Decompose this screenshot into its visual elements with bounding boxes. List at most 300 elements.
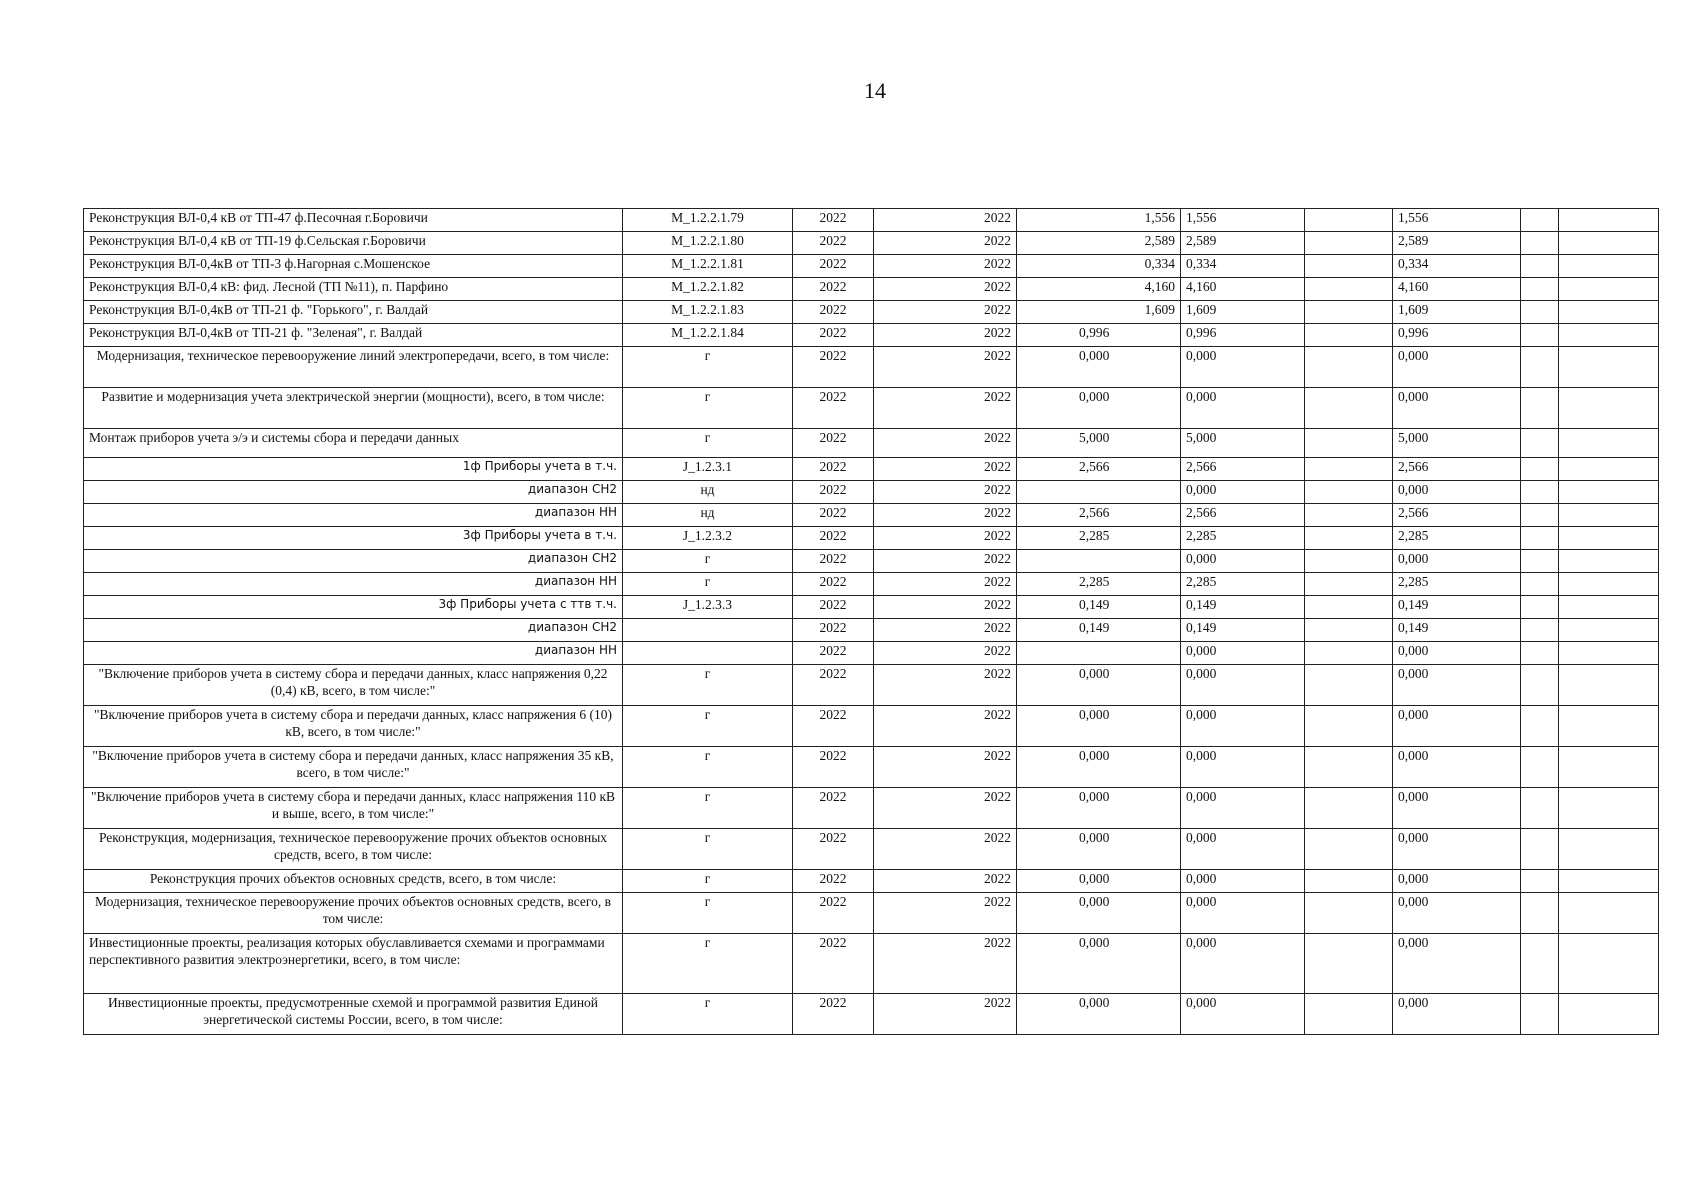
cell-v6 — [1559, 209, 1659, 232]
cell-v6 — [1559, 324, 1659, 347]
cell-name: Реконструкция ВЛ-0,4 кВ: фид. Лесной (ТП №11), п. Парфино — [84, 278, 623, 301]
cell-name: диапазон НН — [84, 504, 623, 527]
cell-y1: 2022 — [793, 550, 874, 573]
cell-name: диапазон СН2 — [84, 481, 623, 504]
cell-v5 — [1521, 324, 1559, 347]
cell-y1: 2022 — [793, 209, 874, 232]
cell-v6 — [1559, 347, 1659, 388]
cell-v6 — [1559, 255, 1659, 278]
cell-v6 — [1559, 619, 1659, 642]
table-row — [84, 619, 1659, 642]
cell-v4: 2,566 — [1393, 504, 1521, 527]
cell-v5 — [1521, 934, 1559, 994]
cell-y1: 2022 — [793, 324, 874, 347]
cell-v4: 0,000 — [1393, 934, 1521, 994]
cell-y2: 2022 — [874, 829, 1017, 870]
cell-code: г — [623, 429, 793, 458]
cell-name: 3ф Приборы учета с ттв т.ч. — [84, 596, 623, 619]
cell-v5 — [1521, 788, 1559, 829]
cell-v6 — [1559, 642, 1659, 665]
cell-v2: 0,000 — [1181, 665, 1305, 706]
cell-v1 — [1017, 481, 1181, 504]
cell-v3 — [1305, 278, 1393, 301]
cell-y1: 2022 — [793, 706, 874, 747]
table-row — [84, 301, 1659, 324]
cell-y1: 2022 — [793, 347, 874, 388]
cell-name: диапазон НН — [84, 642, 623, 665]
cell-v5 — [1521, 994, 1559, 1035]
cell-v2: 0,000 — [1181, 934, 1305, 994]
cell-y2: 2022 — [874, 665, 1017, 706]
cell-v2: 0,000 — [1181, 481, 1305, 504]
cell-y2: 2022 — [874, 596, 1017, 619]
cell-code: г — [623, 573, 793, 596]
cell-v5 — [1521, 893, 1559, 934]
cell-v1: 0,334 — [1017, 255, 1181, 278]
cell-v1: 0,996 — [1017, 324, 1181, 347]
cell-code — [623, 642, 793, 665]
cell-v4: 1,556 — [1393, 209, 1521, 232]
cell-v3 — [1305, 255, 1393, 278]
cell-v4: 0,000 — [1393, 893, 1521, 934]
cell-code: J_1.2.3.2 — [623, 527, 793, 550]
cell-y1: 2022 — [793, 527, 874, 550]
cell-y1: 2022 — [793, 301, 874, 324]
table-row — [84, 527, 1659, 550]
cell-v5 — [1521, 458, 1559, 481]
cell-y1: 2022 — [793, 870, 874, 893]
cell-v3 — [1305, 829, 1393, 870]
cell-v3 — [1305, 209, 1393, 232]
cell-y2: 2022 — [874, 619, 1017, 642]
cell-v1: 0,000 — [1017, 388, 1181, 429]
cell-v1: 0,000 — [1017, 788, 1181, 829]
cell-v1: 0,000 — [1017, 747, 1181, 788]
cell-v5 — [1521, 209, 1559, 232]
cell-v4: 0,996 — [1393, 324, 1521, 347]
cell-v5 — [1521, 550, 1559, 573]
cell-v4: 2,589 — [1393, 232, 1521, 255]
cell-v5 — [1521, 619, 1559, 642]
cell-v2: 2,589 — [1181, 232, 1305, 255]
cell-v5 — [1521, 527, 1559, 550]
cell-v4: 0,149 — [1393, 596, 1521, 619]
table-row — [84, 458, 1659, 481]
cell-v4: 5,000 — [1393, 429, 1521, 458]
cell-code: г — [623, 994, 793, 1035]
cell-v1: 2,589 — [1017, 232, 1181, 255]
cell-v1 — [1017, 550, 1181, 573]
cell-code: M_1.2.2.1.79 — [623, 209, 793, 232]
cell-v2: 0,000 — [1181, 388, 1305, 429]
cell-v2: 2,285 — [1181, 527, 1305, 550]
cell-y2: 2022 — [874, 788, 1017, 829]
cell-y1: 2022 — [793, 829, 874, 870]
cell-v6 — [1559, 665, 1659, 706]
cell-v5 — [1521, 301, 1559, 324]
cell-name: Развитие и модернизация учета электрической энергии (мощности), всего, в том числе: — [84, 388, 623, 429]
cell-v6 — [1559, 573, 1659, 596]
cell-v3 — [1305, 788, 1393, 829]
cell-code: г — [623, 706, 793, 747]
cell-y2: 2022 — [874, 232, 1017, 255]
cell-name: Инвестиционные проекты, реализация которых обуславливается схемами и программами перспективного развития электроэнергетики, всего, в том числе: — [84, 934, 623, 994]
cell-v6 — [1559, 527, 1659, 550]
cell-v5 — [1521, 573, 1559, 596]
cell-name: Реконструкция, модернизация, техническое перевооружение прочих объектов основных средств, всего, в том числе: — [84, 829, 623, 870]
cell-code: M_1.2.2.1.84 — [623, 324, 793, 347]
cell-y1: 2022 — [793, 619, 874, 642]
table-row — [84, 550, 1659, 573]
cell-v2: 0,000 — [1181, 788, 1305, 829]
cell-v4: 4,160 — [1393, 278, 1521, 301]
cell-v4: 0,000 — [1393, 550, 1521, 573]
cell-v5 — [1521, 829, 1559, 870]
cell-y1: 2022 — [793, 504, 874, 527]
cell-v6 — [1559, 504, 1659, 527]
table-row — [84, 232, 1659, 255]
cell-v5 — [1521, 481, 1559, 504]
cell-v6 — [1559, 870, 1659, 893]
cell-y2: 2022 — [874, 255, 1017, 278]
cell-v1 — [1017, 642, 1181, 665]
cell-y2: 2022 — [874, 706, 1017, 747]
cell-y2: 2022 — [874, 278, 1017, 301]
cell-v1: 4,160 — [1017, 278, 1181, 301]
cell-v2: 2,285 — [1181, 573, 1305, 596]
cell-v3 — [1305, 893, 1393, 934]
table-row — [84, 504, 1659, 527]
table-row — [84, 278, 1659, 301]
cell-v1: 0,000 — [1017, 829, 1181, 870]
cell-v2: 2,566 — [1181, 458, 1305, 481]
cell-v1: 0,000 — [1017, 347, 1181, 388]
cell-y1: 2022 — [793, 429, 874, 458]
cell-y1: 2022 — [793, 642, 874, 665]
cell-y2: 2022 — [874, 527, 1017, 550]
table-body — [84, 209, 1659, 1035]
cell-v3 — [1305, 481, 1393, 504]
cell-v1: 2,285 — [1017, 573, 1181, 596]
cell-v1: 0,149 — [1017, 619, 1181, 642]
cell-v2: 0,149 — [1181, 619, 1305, 642]
cell-y1: 2022 — [793, 481, 874, 504]
cell-v3 — [1305, 573, 1393, 596]
cell-y2: 2022 — [874, 388, 1017, 429]
cell-v4: 0,000 — [1393, 347, 1521, 388]
cell-name: 3ф Приборы учета в т.ч. — [84, 527, 623, 550]
cell-v6 — [1559, 994, 1659, 1035]
cell-v3 — [1305, 665, 1393, 706]
table-row — [84, 209, 1659, 232]
cell-v2: 0,000 — [1181, 893, 1305, 934]
cell-v6 — [1559, 458, 1659, 481]
cell-v1: 0,000 — [1017, 706, 1181, 747]
cell-code: J_1.2.3.3 — [623, 596, 793, 619]
cell-v3 — [1305, 232, 1393, 255]
cell-y1: 2022 — [793, 994, 874, 1035]
cell-v4: 0,000 — [1393, 829, 1521, 870]
cell-y2: 2022 — [874, 209, 1017, 232]
table-row — [84, 706, 1659, 747]
cell-y1: 2022 — [793, 255, 874, 278]
cell-v6 — [1559, 706, 1659, 747]
table-row — [84, 429, 1659, 458]
cell-name: "Включение приборов учета в систему сбора и передачи данных, класс напряжения 35 кВ, всего, в том числе:" — [84, 747, 623, 788]
cell-code: M_1.2.2.1.83 — [623, 301, 793, 324]
cell-code: г — [623, 934, 793, 994]
cell-v2: 0,000 — [1181, 994, 1305, 1035]
cell-v3 — [1305, 747, 1393, 788]
cell-code: нд — [623, 481, 793, 504]
cell-v6 — [1559, 788, 1659, 829]
cell-v6 — [1559, 232, 1659, 255]
cell-v2: 5,000 — [1181, 429, 1305, 458]
cell-name: "Включение приборов учета в систему сбора и передачи данных, класс напряжения 110 кВ и выше, всего, в том числе:" — [84, 788, 623, 829]
cell-y2: 2022 — [874, 429, 1017, 458]
cell-y2: 2022 — [874, 934, 1017, 994]
cell-name: "Включение приборов учета в систему сбора и передачи данных, класс напряжения 0,22 (0,4) кВ, всего, в том числе:" — [84, 665, 623, 706]
cell-v1: 0,000 — [1017, 994, 1181, 1035]
cell-code: M_1.2.2.1.80 — [623, 232, 793, 255]
cell-v2: 2,566 — [1181, 504, 1305, 527]
table-row — [84, 994, 1659, 1035]
cell-code: г — [623, 788, 793, 829]
cell-v5 — [1521, 278, 1559, 301]
cell-v1: 5,000 — [1017, 429, 1181, 458]
cell-name: Реконструкция ВЛ-0,4кВ от ТП-21 ф. "Горького", г. Валдай — [84, 301, 623, 324]
cell-v3 — [1305, 301, 1393, 324]
cell-v4: 0,000 — [1393, 788, 1521, 829]
cell-name: Реконструкция ВЛ-0,4кВ от ТП-21 ф. "Зеленая", г. Валдай — [84, 324, 623, 347]
table-row — [84, 573, 1659, 596]
table-row — [84, 596, 1659, 619]
cell-name: Реконструкция ВЛ-0,4 кВ от ТП-19 ф.Сельская г.Боровичи — [84, 232, 623, 255]
cell-v6 — [1559, 829, 1659, 870]
cell-code: г — [623, 870, 793, 893]
cell-y2: 2022 — [874, 994, 1017, 1035]
table-row — [84, 747, 1659, 788]
cell-code: M_1.2.2.1.81 — [623, 255, 793, 278]
cell-v4: 0,000 — [1393, 706, 1521, 747]
cell-v2: 0,000 — [1181, 706, 1305, 747]
cell-v4: 0,334 — [1393, 255, 1521, 278]
cell-v3 — [1305, 504, 1393, 527]
cell-code: нд — [623, 504, 793, 527]
cell-name: Модернизация, техническое перевооружение прочих объектов основных средств, всего, в том числе: — [84, 893, 623, 934]
cell-v5 — [1521, 596, 1559, 619]
cell-name: "Включение приборов учета в систему сбора и передачи данных, класс напряжения 6 (10) кВ, всего, в том числе:" — [84, 706, 623, 747]
cell-y1: 2022 — [793, 934, 874, 994]
cell-code: г — [623, 747, 793, 788]
cell-name: Модернизация, техническое перевооружение линий электропередачи, всего, в том числе: — [84, 347, 623, 388]
cell-v1: 0,000 — [1017, 665, 1181, 706]
cell-v6 — [1559, 893, 1659, 934]
cell-y2: 2022 — [874, 301, 1017, 324]
cell-y1: 2022 — [793, 747, 874, 788]
table-row — [84, 893, 1659, 934]
cell-v1: 2,566 — [1017, 458, 1181, 481]
cell-y1: 2022 — [793, 458, 874, 481]
cell-v4: 2,285 — [1393, 573, 1521, 596]
cell-v4: 0,149 — [1393, 619, 1521, 642]
cell-y1: 2022 — [793, 596, 874, 619]
cell-v4: 0,000 — [1393, 388, 1521, 429]
cell-y1: 2022 — [793, 665, 874, 706]
cell-v2: 0,334 — [1181, 255, 1305, 278]
cell-y2: 2022 — [874, 893, 1017, 934]
page-number: 14 — [864, 78, 886, 103]
cell-v1: 0,000 — [1017, 934, 1181, 994]
cell-v6 — [1559, 481, 1659, 504]
cell-v1: 0,000 — [1017, 870, 1181, 893]
cell-v3 — [1305, 596, 1393, 619]
cell-y1: 2022 — [793, 788, 874, 829]
cell-code: M_1.2.2.1.82 — [623, 278, 793, 301]
cell-v2: 4,160 — [1181, 278, 1305, 301]
cell-v4: 0,000 — [1393, 747, 1521, 788]
cell-name: Реконструкция прочих объектов основных средств, всего, в том числе: — [84, 870, 623, 893]
cell-y1: 2022 — [793, 388, 874, 429]
table-row — [84, 347, 1659, 388]
cell-v4: 2,566 — [1393, 458, 1521, 481]
cell-v2: 0,000 — [1181, 347, 1305, 388]
cell-v3 — [1305, 347, 1393, 388]
cell-code: г — [623, 550, 793, 573]
table-row — [84, 642, 1659, 665]
cell-v5 — [1521, 706, 1559, 747]
table-row — [84, 324, 1659, 347]
cell-v6 — [1559, 747, 1659, 788]
cell-v3 — [1305, 619, 1393, 642]
cell-v1: 0,000 — [1017, 893, 1181, 934]
cell-y2: 2022 — [874, 504, 1017, 527]
cell-name: Монтаж приборов учета э/э и системы сбора и передачи данных — [84, 429, 623, 458]
cell-v4: 0,000 — [1393, 665, 1521, 706]
cell-v6 — [1559, 934, 1659, 994]
cell-v5 — [1521, 504, 1559, 527]
cell-v4: 1,609 — [1393, 301, 1521, 324]
cell-v3 — [1305, 429, 1393, 458]
cell-v5 — [1521, 232, 1559, 255]
cell-name: диапазон СН2 — [84, 550, 623, 573]
cell-code — [623, 619, 793, 642]
cell-v5 — [1521, 347, 1559, 388]
cell-v1: 2,566 — [1017, 504, 1181, 527]
cell-v5 — [1521, 665, 1559, 706]
cell-code: г — [623, 347, 793, 388]
cell-v3 — [1305, 994, 1393, 1035]
cell-name: 1ф Приборы учета в т.ч. — [84, 458, 623, 481]
cell-v2: 0,149 — [1181, 596, 1305, 619]
cell-y1: 2022 — [793, 278, 874, 301]
cell-name: Реконструкция ВЛ-0,4 кВ от ТП-47 ф.Песочная г.Боровичи — [84, 209, 623, 232]
cell-v2: 0,996 — [1181, 324, 1305, 347]
cell-v4: 2,285 — [1393, 527, 1521, 550]
cell-v5 — [1521, 747, 1559, 788]
cell-name: диапазон СН2 — [84, 619, 623, 642]
cell-v6 — [1559, 301, 1659, 324]
cell-code: J_1.2.3.1 — [623, 458, 793, 481]
cell-y2: 2022 — [874, 347, 1017, 388]
table-row — [84, 870, 1659, 893]
cell-y2: 2022 — [874, 481, 1017, 504]
cell-v2: 0,000 — [1181, 747, 1305, 788]
table-row — [84, 388, 1659, 429]
cell-v3 — [1305, 388, 1393, 429]
cell-code: г — [623, 893, 793, 934]
cell-code: г — [623, 829, 793, 870]
cell-y2: 2022 — [874, 747, 1017, 788]
cell-v3 — [1305, 550, 1393, 573]
cell-v6 — [1559, 388, 1659, 429]
cell-y2: 2022 — [874, 324, 1017, 347]
cell-y2: 2022 — [874, 870, 1017, 893]
table-row — [84, 829, 1659, 870]
cell-v3 — [1305, 642, 1393, 665]
cell-v4: 0,000 — [1393, 994, 1521, 1035]
cell-v2: 0,000 — [1181, 642, 1305, 665]
cell-v5 — [1521, 255, 1559, 278]
cell-v2: 0,000 — [1181, 550, 1305, 573]
cell-v5 — [1521, 870, 1559, 893]
cell-v5 — [1521, 642, 1559, 665]
table-row — [84, 481, 1659, 504]
cell-name: Реконструкция ВЛ-0,4кВ от ТП-3 ф.Нагорная с.Мошенское — [84, 255, 623, 278]
cell-v1: 1,609 — [1017, 301, 1181, 324]
data-table — [83, 208, 1659, 1035]
cell-v6 — [1559, 278, 1659, 301]
cell-name: Инвестиционные проекты, предусмотренные схемой и программой развития Единой энергетической системы России, всего, в том числе: — [84, 994, 623, 1035]
table-row — [84, 255, 1659, 278]
cell-name: диапазон НН — [84, 573, 623, 596]
cell-y1: 2022 — [793, 893, 874, 934]
cell-v2: 0,000 — [1181, 829, 1305, 870]
cell-v4: 0,000 — [1393, 870, 1521, 893]
cell-v3 — [1305, 458, 1393, 481]
cell-y2: 2022 — [874, 642, 1017, 665]
cell-v4: 0,000 — [1393, 481, 1521, 504]
table-row — [84, 788, 1659, 829]
cell-y1: 2022 — [793, 573, 874, 596]
cell-v1: 2,285 — [1017, 527, 1181, 550]
cell-v3 — [1305, 324, 1393, 347]
cell-v3 — [1305, 706, 1393, 747]
cell-v4: 0,000 — [1393, 642, 1521, 665]
cell-y1: 2022 — [793, 232, 874, 255]
cell-v5 — [1521, 388, 1559, 429]
cell-v2: 1,556 — [1181, 209, 1305, 232]
cell-v2: 1,609 — [1181, 301, 1305, 324]
cell-v1: 0,149 — [1017, 596, 1181, 619]
table-row — [84, 934, 1659, 994]
table-row — [84, 665, 1659, 706]
cell-v3 — [1305, 934, 1393, 994]
cell-v2: 0,000 — [1181, 870, 1305, 893]
cell-v3 — [1305, 870, 1393, 893]
cell-y2: 2022 — [874, 550, 1017, 573]
cell-code: г — [623, 388, 793, 429]
cell-v6 — [1559, 596, 1659, 619]
cell-code: г — [623, 665, 793, 706]
cell-v5 — [1521, 429, 1559, 458]
cell-v6 — [1559, 550, 1659, 573]
cell-y2: 2022 — [874, 573, 1017, 596]
cell-y2: 2022 — [874, 458, 1017, 481]
cell-v3 — [1305, 527, 1393, 550]
cell-v1: 1,556 — [1017, 209, 1181, 232]
cell-v6 — [1559, 429, 1659, 458]
